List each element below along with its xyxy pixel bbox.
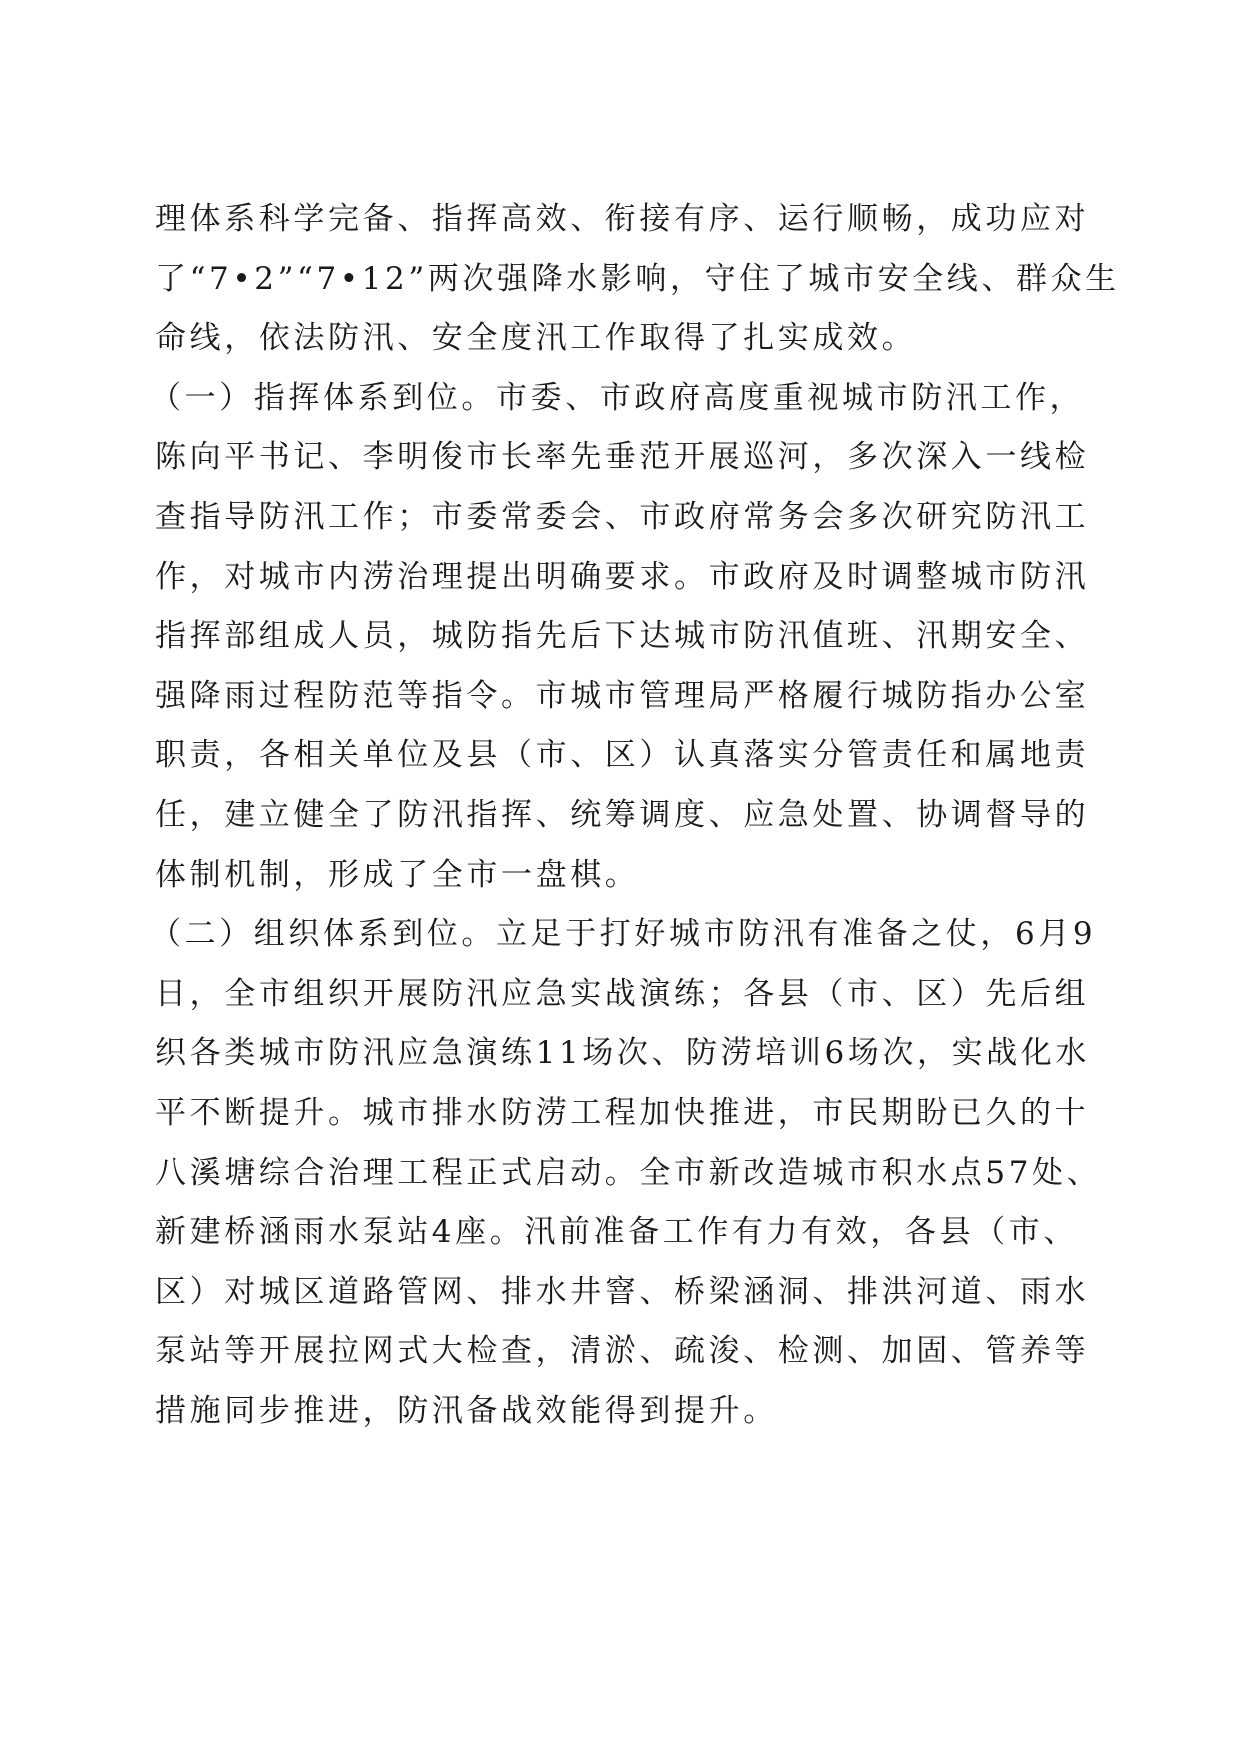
text-line: 指挥部组成人员，城防指先后下达城市防汛值班、汛期安全、 (155, 618, 1090, 655)
section-heading-line: （二）组织体系到位。立足于打好城市防汛有准备之仗，6月9 (150, 916, 1097, 953)
text-line: 泵站等开展拉网式大检查，清淤、疏浚、检测、加固、管养等 (155, 1333, 1090, 1370)
text-line: 职责，各相关单位及县（市、区）认真落实分管责任和属地责 (155, 737, 1090, 774)
body-text (150, 190, 1120, 1441)
text-line: 了“7•2”“7•12”两次强降水影响，守住了城市安全线、群众生 (155, 260, 1120, 297)
text-line: 措施同步推进，防汛备战效能得到提升。 (155, 1392, 778, 1429)
text-line: 织各类城市防汛应急演练11场次、防涝培训6场次，实战化水 (155, 1035, 1090, 1072)
text-line: 理体系科学完备、指挥高效、衔接有序、运行顺畅，成功应对 (155, 201, 1090, 237)
text-line: 命线，依法防汛、安全度汛工作取得了扎实成效。 (155, 320, 917, 357)
text-line: 日，全市组织开展防汛应急实战演练；各县（市、区）先后组 (155, 975, 1090, 1012)
section-heading-line: （一）指挥体系到位。市委、市政府高度重视城市防汛工作， (150, 379, 1085, 416)
text-line: 任，建立健全了防汛指挥、统筹调度、应急处置、协调督导的 (155, 796, 1090, 833)
text-line: 体制机制，形成了全市一盘棋。 (155, 856, 640, 893)
text-line: 查指导防汛工作；市委常委会、市政府常务会多次研究防汛工 (155, 498, 1090, 535)
text-line: 新建桥涵雨水泵站4座。汛前准备工作有力有效，各县（市、 (155, 1214, 1078, 1251)
text-line: 陈向平书记、李明俊市长率先垂范开展巡河，多次深入一线检 (155, 439, 1090, 476)
text-line: 八溪塘综合治理工程正式启动。全市新改造城市积水点57处、 (155, 1154, 1102, 1191)
text-line: 区）对城区道路管网、排水井窨、桥梁涵洞、排洪河道、雨水 (155, 1273, 1090, 1310)
text-line: 作，对城市内涝治理提出明确要求。市政府及时调整城市防汛 (155, 558, 1090, 595)
text-line: 平不断提升。城市排水防涝工程加快推进，市民期盼已久的十 (155, 1094, 1090, 1131)
text-line: 强降雨过程防范等指令。市城市管理局严格履行城防指办公室 (155, 677, 1090, 714)
